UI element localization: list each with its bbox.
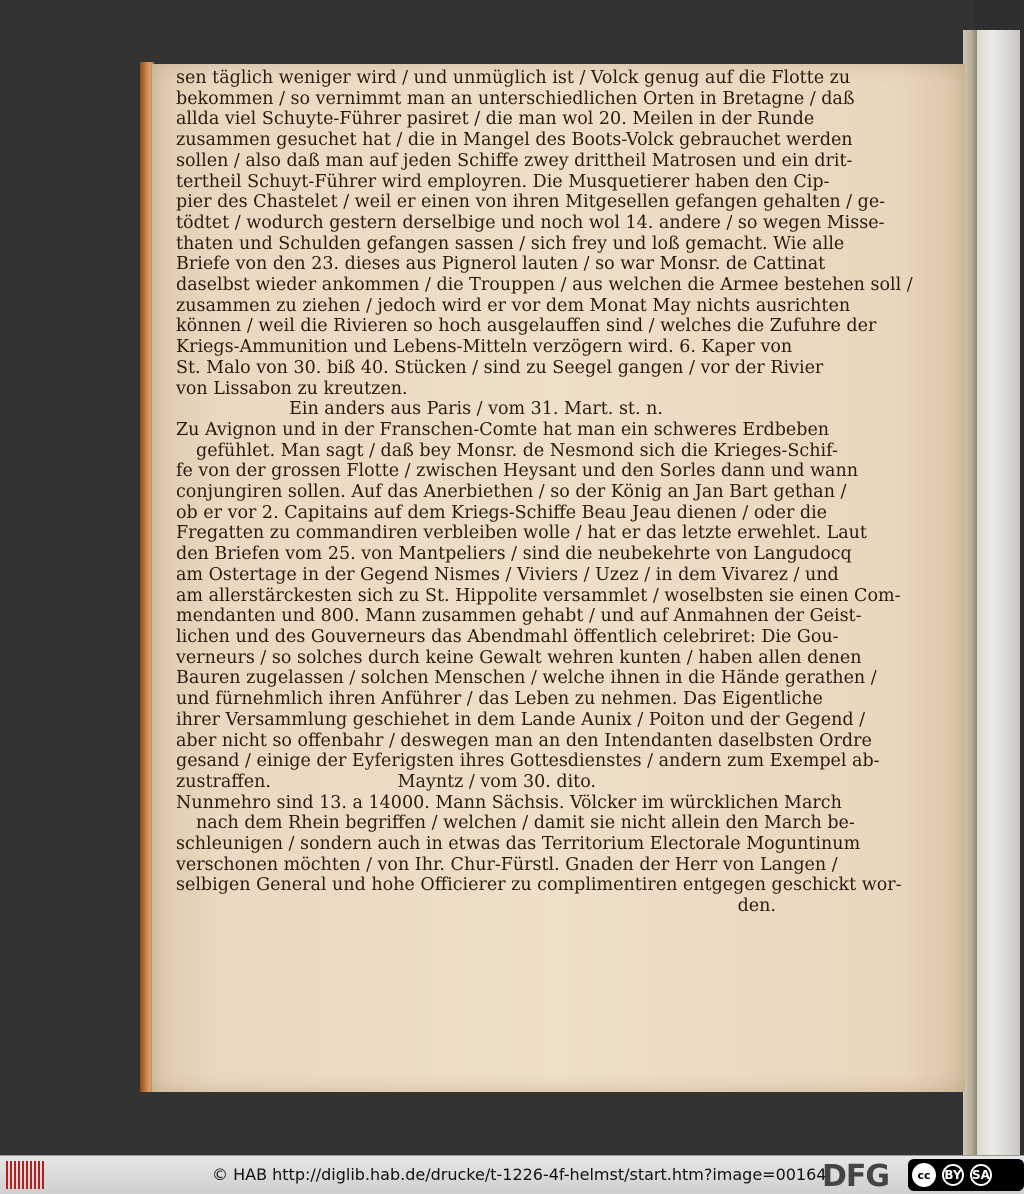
text-line: tertheil Schuyt-Führer wird employren. Die Musquetierer haben den Cip- bbox=[176, 171, 830, 192]
text-line: fe von der grossen Flotte / zwischen Heysant und den Sorles dann und wann bbox=[176, 461, 859, 482]
book-spine bbox=[963, 30, 977, 1155]
text-line: zusammen gesuchet hat / die in Mangel des Boots-Volck gebrauchet werden bbox=[176, 130, 853, 151]
text-line: ob er vor 2. Capitains auf dem Kriegs-Schiffe Beau Jeau dienen / oder die bbox=[176, 502, 828, 523]
hab-logo-icon bbox=[6, 1161, 46, 1189]
sa-icon: SA bbox=[970, 1164, 992, 1186]
text-line: schleunigen / sondern auch in etwas das Territorium Electorale Moguntinum bbox=[176, 834, 861, 855]
paragraph-paris bbox=[176, 419, 901, 772]
facing-page-edge bbox=[975, 30, 1020, 1155]
text-line: können / weil die Rivieren so hoch ausgelauffen sind / welches die Zufuhre der bbox=[176, 316, 877, 337]
text-line: Briefe von den 23. dieses aus Pignerol lauten / so war Monsr. de Cattinat bbox=[176, 254, 826, 275]
text-line: gefühlet. Man sagt / daß bey Monsr. de Nesmond sich die Krieges-Schif- bbox=[196, 440, 838, 461]
text-line: ihrer Versammlung geschiehet in dem Lande Aunix / Poiton und der Gegend / bbox=[176, 709, 866, 730]
paragraph-mayntz bbox=[176, 792, 902, 897]
text-line: Zu Avignon und in der Franschen-Comte hat man ein schweres Erdbeben bbox=[176, 419, 830, 440]
text-line: gesand / einige der Eyferigsten ihres Gottesdienstes / andern zum Exempel ab- bbox=[176, 751, 880, 772]
text-line: am Ostertage in der Gegend Nismes / Viviers / Uzez / in dem Vivarez / und bbox=[176, 564, 839, 585]
cc-icon: cc bbox=[912, 1163, 936, 1187]
text-line: aber nicht so offenbahr / deswegen man an den Intendanten daselbsten Ordre bbox=[176, 730, 872, 751]
text-line: verneurs / so solches durch keine Gewalt wehren kunten / haben allen denen bbox=[176, 647, 862, 668]
paragraph-before bbox=[176, 68, 913, 399]
text-line: conjungiren sollen. Auf das Anerbiethen / so der König an Jan Bart gethan / bbox=[176, 482, 847, 503]
text-line: Bauren zugelassen / solchen Menschen / welche ihnen in die Hände gerathen / bbox=[176, 668, 877, 689]
text-line: zusammen zu ziehen / jedoch wird er vor dem Monat May nichts ausrichten bbox=[176, 295, 851, 316]
text-line: sollen / also daß man auf jeden Schiffe zwey drittheil Matrosen und ein drit- bbox=[176, 150, 853, 171]
heading-paris: Ein anders aus Paris / vom 31. Mart. st. n. bbox=[289, 399, 663, 420]
text-line: tödtet / wodurch gestern derselbige und noch wol 14. andere / so wegen Misse- bbox=[176, 212, 885, 233]
cc-license-badge[interactable] bbox=[908, 1159, 1024, 1191]
copyright-link[interactable]: © HAB http://diglib.hab.de/drucke/t-1226-4f-helmst/start.htm?image=00164 bbox=[212, 1165, 827, 1184]
text-line: thaten und Schulden gefangen sassen / sich frey und loß gemacht. Wie alle bbox=[176, 233, 845, 254]
text-line: am allerstärckesten sich zu St. Hippolite versammlet / woselbsten sie einen Com- bbox=[176, 585, 901, 606]
text-line: mendanten und 800. Mann zusammen gehabt / und auf Anmahnen der Geist- bbox=[176, 606, 862, 627]
text-line: verschonen möchten / von Ihr. Chur-Fürstl. Gnaden der Herr von Langen / bbox=[176, 854, 838, 875]
text-line: pier des Chastelet / weil er einen von ihren Mitgesellen gefangen gehalten / ge- bbox=[176, 192, 886, 213]
dfg-logo: DFG bbox=[822, 1159, 890, 1194]
text-line: nach dem Rhein begriffen / welchen / damit sie nicht allein den March be- bbox=[196, 813, 855, 834]
text-line: selbigen General und hohe Officierer zu complimentiren entgegen geschickt wor- bbox=[176, 875, 902, 896]
text-line: den Briefen vom 25. von Mantpeliers / sind die neubekehrte von Langudocq bbox=[176, 544, 852, 565]
catchword: den. bbox=[737, 896, 776, 917]
text-line: von Lissabon zu kreutzen. bbox=[176, 378, 408, 399]
last-line-paris: zustraffen. bbox=[176, 771, 271, 792]
text-line: St. Malo von 30. biß 40. Stücken / sind zu Seegel gangen / vor der Rivier bbox=[176, 357, 824, 378]
page-text bbox=[176, 68, 913, 917]
text-line: daselbst wieder ankommen / die Trouppen / aus welchen die Armee bestehen soll / bbox=[176, 275, 913, 296]
text-line: lichen und des Gouverneurs das Abendmahl öffentlich celebriret: Die Gou- bbox=[176, 626, 839, 647]
text-line: sen täglich weniger wird / und unmüglich ist / Volck genug auf die Flotte zu bbox=[176, 68, 851, 88]
text-line: und fürnehmlich ihren Anführer / das Leben zu nehmen. Das Eigentliche bbox=[176, 689, 823, 710]
text-line: Kriegs-Ammunition und Lebens-Mitteln verzögern wird. 6. Kaper von bbox=[176, 337, 793, 358]
line-split bbox=[176, 772, 776, 793]
text-line: allda viel Schuyte-Führer pasiret / die man wol 20. Meilen in der Runde bbox=[176, 109, 815, 130]
footer-bar bbox=[0, 1155, 1024, 1194]
text-line: Nunmehro sind 13. a 14000. Mann Sächsis. Völcker im würcklichen March bbox=[176, 792, 842, 813]
heading-mayntz: Mayntz / vom 30. dito. bbox=[397, 771, 596, 792]
by-icon: BY bbox=[942, 1164, 964, 1186]
text-line: bekommen / so vernimmt man an unterschiedlichen Orten in Bretagne / daß bbox=[176, 88, 855, 109]
text-line: Fregatten zu commandiren verbleiben wolle / hat er das letzte erwehlet. Laut bbox=[176, 523, 867, 544]
